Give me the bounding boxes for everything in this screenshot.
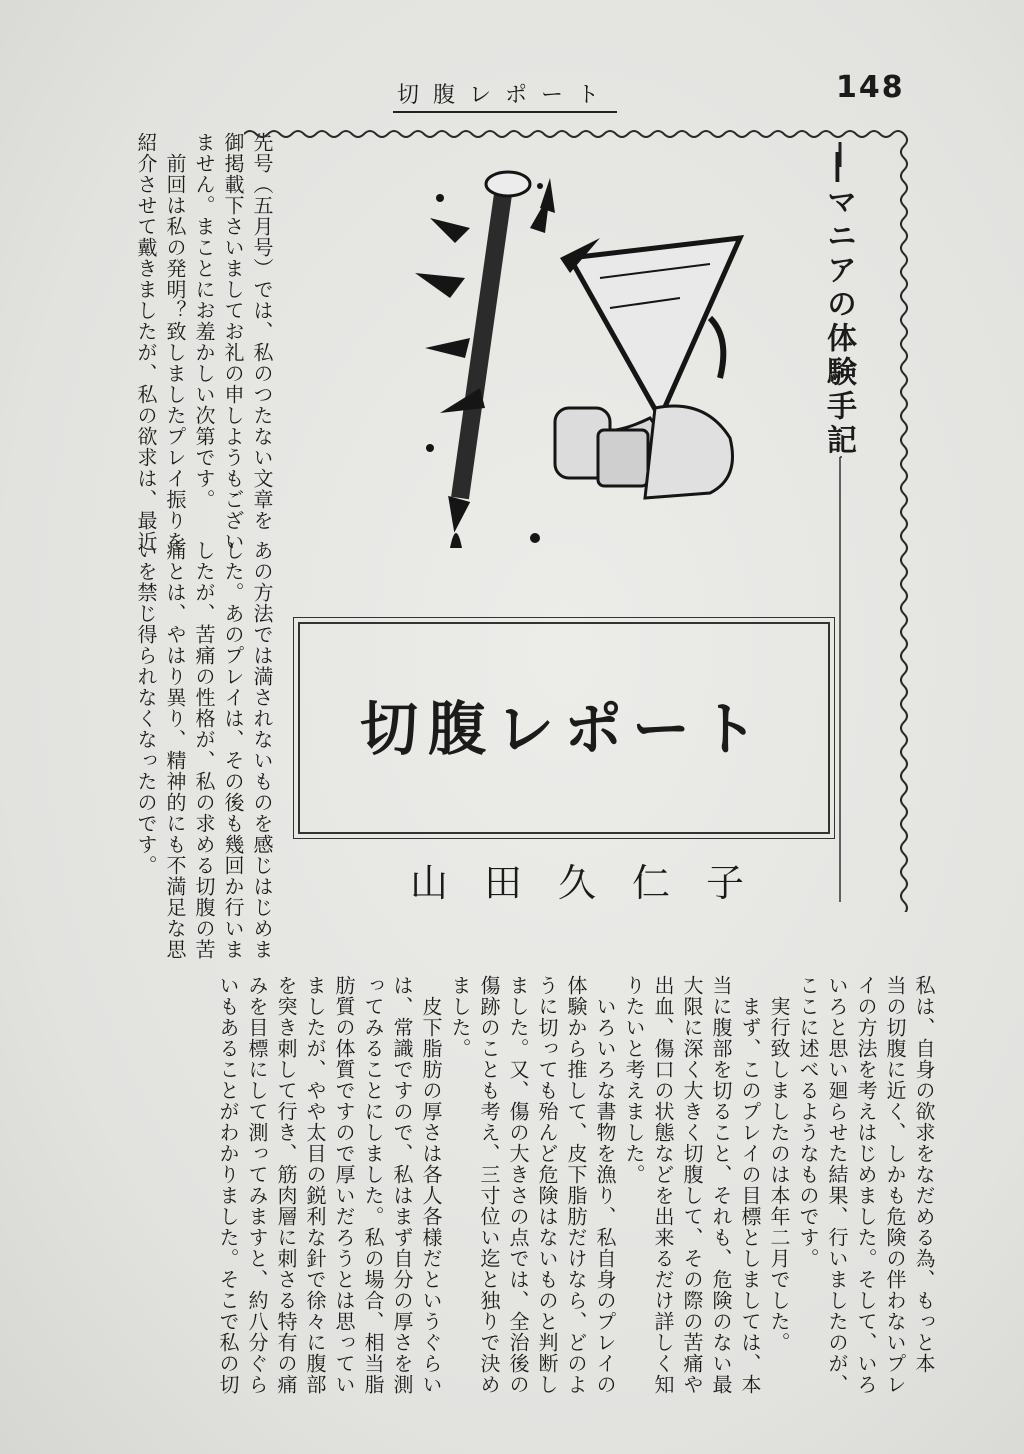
article-title: 切腹レポート	[359, 695, 768, 763]
running-header: 切腹レポート	[393, 78, 617, 113]
article-subtitle: ―マニアの体験手記	[821, 152, 856, 458]
author-name: 山田久仁子	[410, 861, 781, 905]
page-number: 148	[836, 70, 905, 105]
body-text-column-middle: あの方法では満されないものを感じはじめま した。あのプレイは、その後も幾回か行いま したが、苦痛の性格が、私の求める切腹の苦 痛とは、やはり異り、精神的にも不満足な思 いを禁じ得られなくなったのです。	[134, 540, 274, 960]
dagger-and-mirror-illustration	[410, 168, 760, 548]
body-text-column-top: 先号（五月号）では、私のつたない文章を 御掲載下さいましてお礼の申しようもござい ません。まことにお羞かしい次第です。 前回は私の発明？致しましたプレイ振りを 紹介させて戴きましたが、私の欲求は、最近	[134, 132, 274, 552]
body-text-column-bottom: 私は、自身の欲求をなだめる為、もっと本 当の切腹に近く、しかも危険の伴わないプレ イの方法を考えはじめました。そして、いろ いろと思い廻らせた結果、行いましたのが、 ここに述べるようなものです。 実行致しましたのは本年二月でした。 まず、このプレイの目標としましては、本 当に腹部を切ること、それも、危険のない最 大限に深く大きく切腹して、その際の苦痛や 出血、傷口の状態などを出来るだけ詳しく知 りたいと考えました。 いろいろな書物を漁り、私自身のプレイの 体験から推して、皮下脂肪だけなら、どのよ うに切っても殆んど危険はないものと判断し ました。又、傷の大きさの点では、全治後の 傷跡のことも考え、三寸位い迄と独りで決め ました。 皮下脂肪の厚さは各人各様だというぐらい は、常識ですので、私はまず自分の厚さを測 ってみることにしました。私の場合、相当脂 肪質の体質ですので厚いだろうとは思ってい ましたが、やや太目の鋭利な針で徐々に腹部 を突き刺して行き、筋肉層に刺さる特有の痛 みを目標にして測ってみますと、約八分ぐら いもあることがわかりました。そこで私の切	[216, 975, 936, 1395]
title-box	[298, 622, 830, 834]
